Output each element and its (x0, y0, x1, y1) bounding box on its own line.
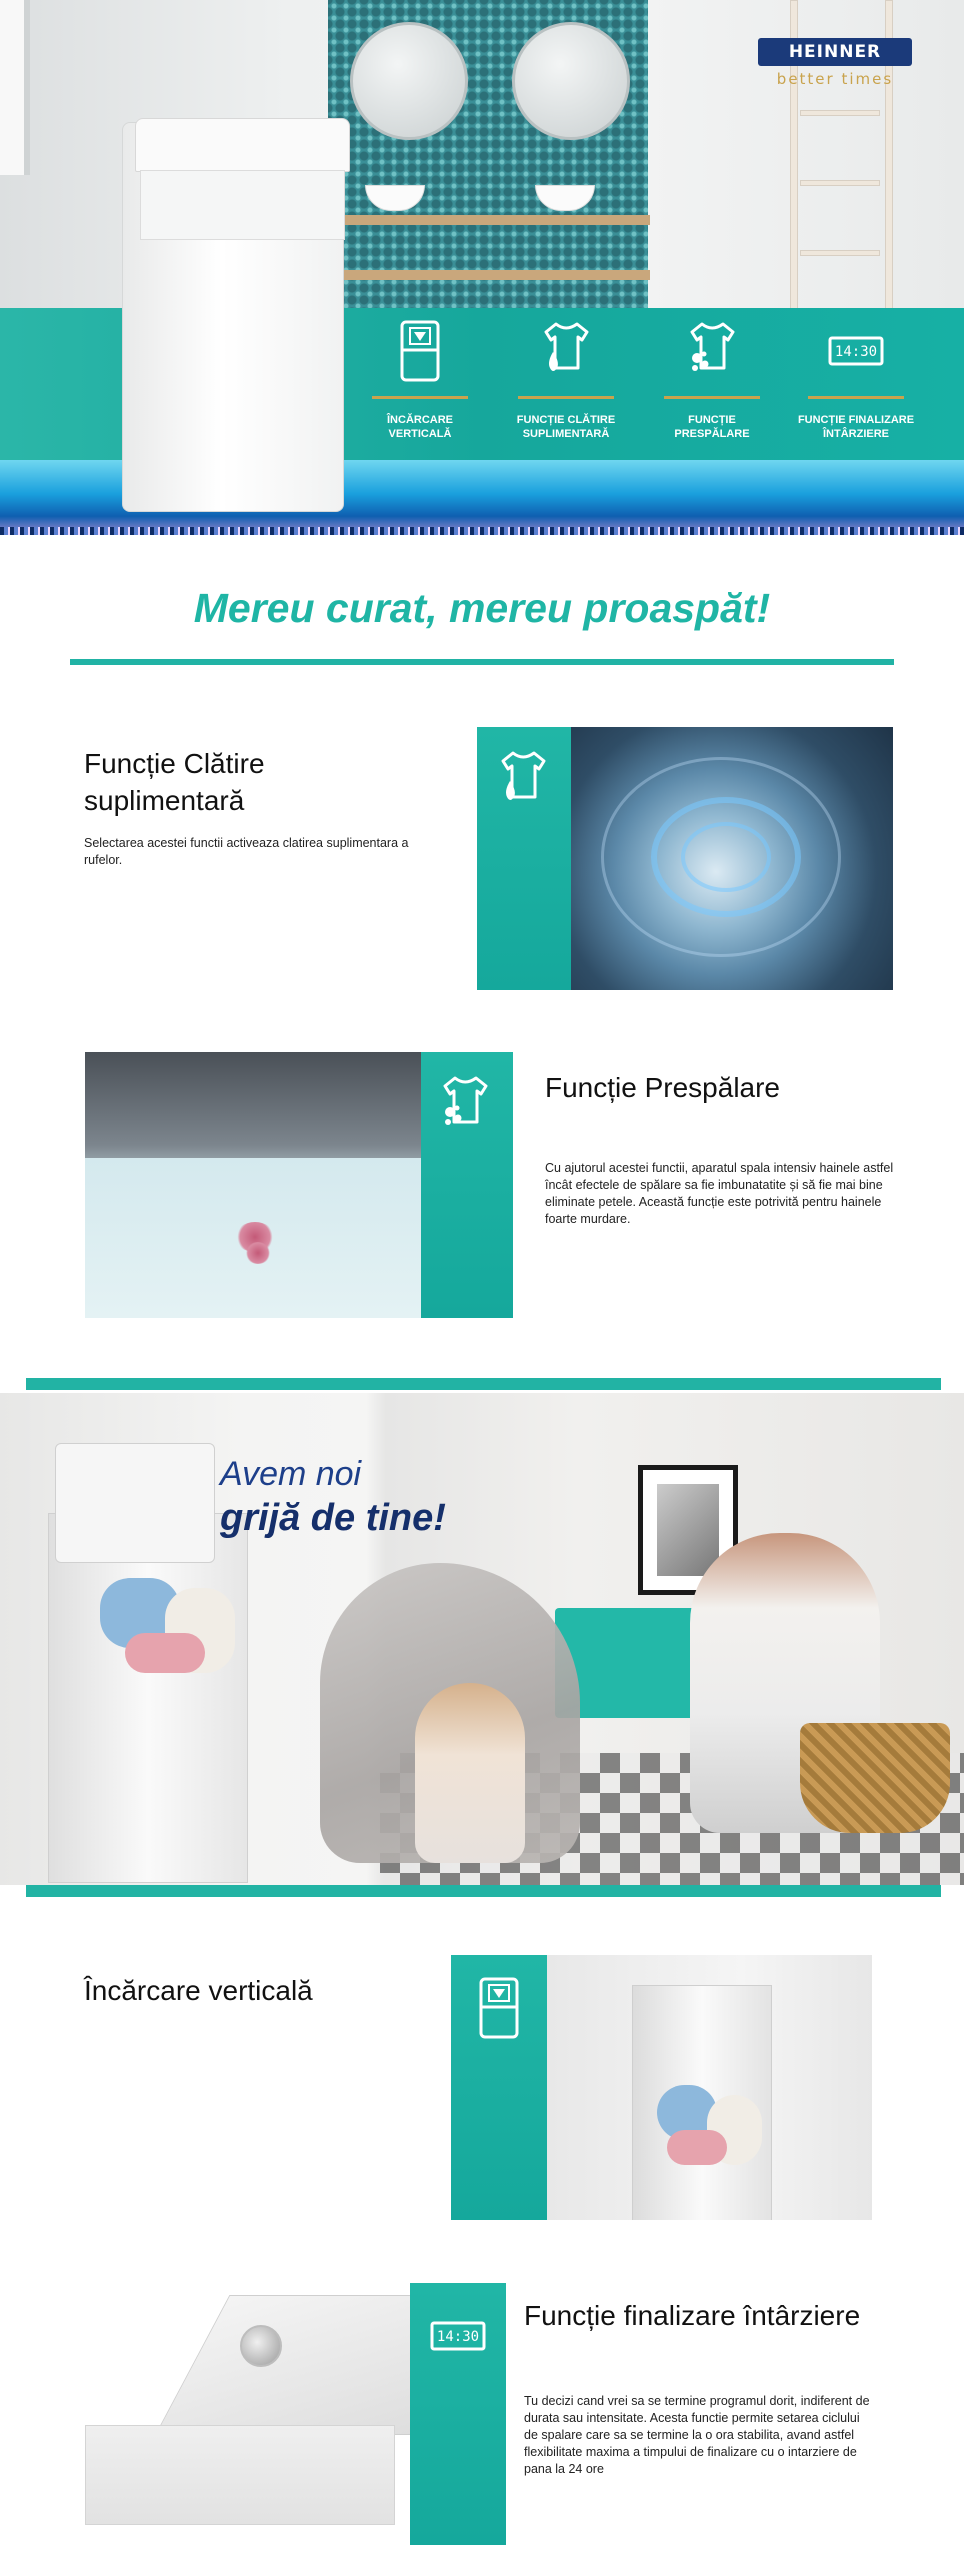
vanity-shelf-top (340, 215, 650, 225)
extra-rinse-icon (495, 747, 551, 813)
washing-machine-control-panel (135, 118, 350, 172)
hero-banner (0, 0, 964, 535)
timer-text: 14:30 (436, 2329, 480, 2345)
vertical-loading-teal-panel (451, 1955, 547, 2220)
laundry-basket (800, 1723, 950, 1833)
feature-delay-end (794, 318, 918, 441)
prewash-description: Cu ajutorul acestei functii, aparatul spala intensiv hainele astfel încât efectele de spălare sa fie imbunatatite și să fie mai bine eliminate petele. Această funcție este potrivită pentru hainele foarte murdare. (545, 1161, 894, 1226)
rinse-description: Selectarea acestei functii activeaza clatirea suplimentara a rufelor. (84, 836, 409, 867)
banner-washer-open-lid (55, 1443, 215, 1563)
feature-vertical-loading (358, 318, 482, 441)
prewash-icon (437, 1072, 493, 1138)
heinner-logo: HEINNER (758, 38, 912, 66)
feature-extra-rinse (504, 318, 628, 441)
brand-tagline: better times (776, 70, 894, 88)
rinse-drum-photo (571, 727, 893, 990)
window (0, 0, 30, 175)
feature-prewash (650, 318, 774, 441)
round-mirror-right (512, 22, 630, 140)
prewash-icon (684, 318, 740, 384)
delay-timer-icon (430, 2303, 486, 2369)
feature-label: FUNCȚIE FINALIZARE ÎNTÂRZIERE (797, 414, 915, 440)
pink-towel (125, 1633, 205, 1673)
feature-label: FUNCȚIE CLĂTIRE SUPLIMENTARĂ (516, 414, 616, 440)
banner-bottom-bar (26, 1885, 941, 1897)
feature-label: FUNCȚIE PRESPĂLARE (674, 414, 750, 440)
washing-machine-lid (140, 170, 345, 240)
vertical-loading-icon (471, 1975, 527, 2041)
banner-title-line1: Avem noi (220, 1455, 362, 1493)
delay-description: Tu decizi cand vrei sa se termine programul dorit, indiferent de durata sau intensitate. Acesta functie permite setarea ciclului de spalare care sa se termine la o ora stabilita, avand astfel flexibilitate maxima a timpului de finalizare cu o intarziere de pana la 24 ore (524, 2394, 870, 2476)
vertical-loading-title: Încărcare verticală (84, 1975, 313, 2006)
vertical-loading-washer-photo (547, 1955, 872, 2220)
extra-rinse-icon (538, 318, 594, 384)
vertical-loading-icon (392, 318, 448, 384)
lifestyle-banner (0, 1393, 964, 1885)
delay-teal-panel (410, 2283, 506, 2545)
rinse-title: Funcție Clătire suplimentară (84, 748, 265, 816)
vanity-shelf-bottom (340, 270, 650, 280)
prewash-teal-panel (421, 1052, 513, 1318)
banner-top-bar (26, 1378, 941, 1390)
main-headline: Mereu curat, mereu proaspăt! (193, 585, 771, 631)
headline-divider (70, 659, 894, 665)
round-mirror-left (350, 22, 468, 140)
prewash-title: Funcție Prespălare (545, 1072, 781, 1103)
control-panel-photo (85, 2285, 410, 2545)
child-figure (415, 1683, 525, 1863)
timer-text: 14:30 (834, 344, 878, 360)
delay-title: Funcție finalizare întârziere (524, 2300, 861, 2331)
delay-timer-icon (828, 318, 884, 384)
banner-washing-machine (48, 1513, 248, 1883)
banner-title-line2: grijă de tine! (220, 1497, 446, 1539)
feature-label: ÎNCĂRCARE VERTICALĂ (387, 414, 453, 440)
prewash-drum-photo (85, 1052, 421, 1318)
rinse-teal-panel (477, 727, 571, 990)
